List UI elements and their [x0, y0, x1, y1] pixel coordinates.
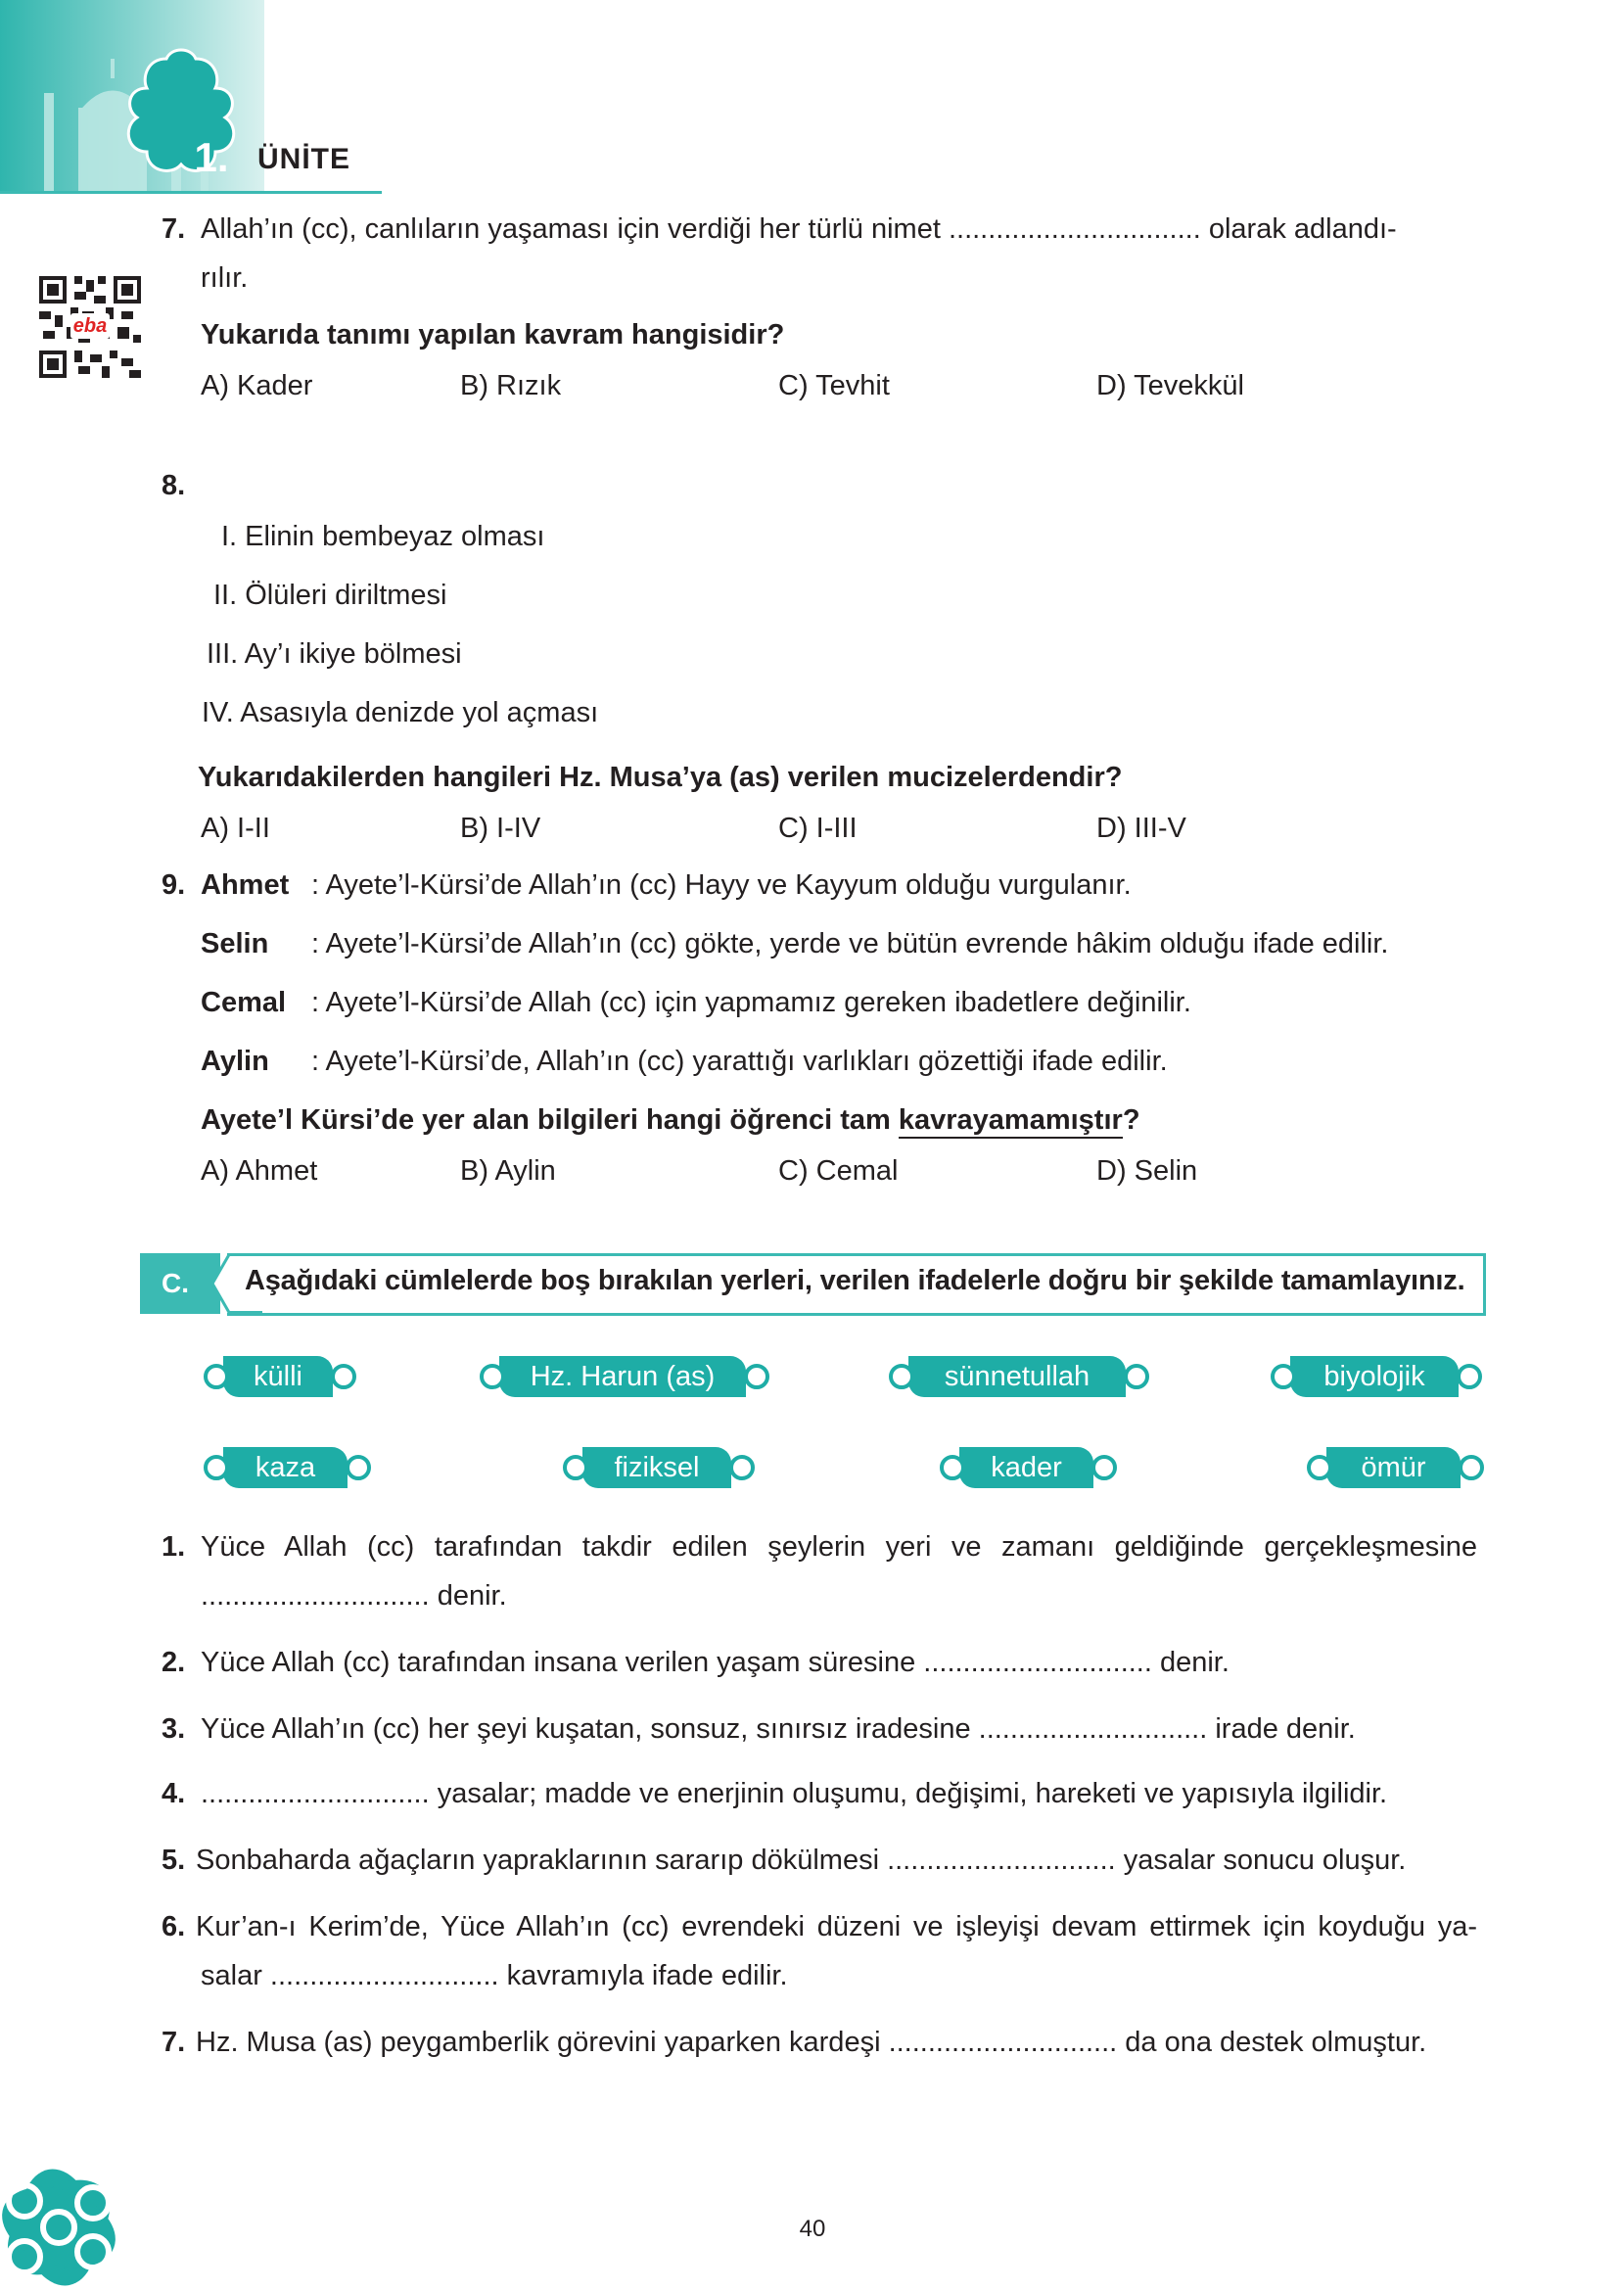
q7-option-d[interactable]: D) Tevekkül	[1096, 370, 1244, 401]
fill-item-text-cont: salar ............................. kavramıyla ifade edilir.	[201, 1960, 788, 1991]
fill-item-number: 5.	[162, 1845, 186, 1876]
term-label: külli	[254, 1361, 302, 1392]
q7-stem-line2: rılır.	[201, 262, 249, 294]
fill-item-text: Sonbaharda ağaçların yapraklarının sararıp dökülmesi ............................. yasalar sonucu oluşur.	[196, 1845, 1407, 1876]
fill-item-number: 3.	[162, 1713, 186, 1745]
q8-option-b[interactable]: B) I-IV	[460, 813, 541, 844]
term-pill[interactable]	[889, 1356, 1148, 1397]
q7-option-a[interactable]: A) Kader	[201, 370, 313, 401]
q9-option-a[interactable]: A) Ahmet	[201, 1155, 318, 1187]
term-pill[interactable]	[940, 1447, 1116, 1488]
q7-option-c[interactable]: C) Tevhit	[778, 370, 890, 401]
term-label: Hz. Harun (as)	[530, 1361, 716, 1392]
fill-item-text: Hz. Musa (as) peygamberlik görevini yaparken kardeşi ............................. da ona destek olmuştur.	[196, 2027, 1427, 2058]
q9-underlined-word: kavrayamamıştır	[899, 1104, 1123, 1139]
page-number: 40	[799, 2216, 826, 2242]
q7-number: 7.	[162, 213, 186, 245]
term-label: sünnetullah	[944, 1361, 1090, 1392]
q8-option-d[interactable]: D) III-V	[1096, 813, 1186, 844]
term-pill[interactable]	[204, 1447, 370, 1488]
pill-right-ring-icon	[331, 1364, 356, 1389]
q9-option-b[interactable]: B) Aylin	[460, 1155, 556, 1187]
fill-item-number: 2.	[162, 1647, 186, 1678]
q9-student-statement: : Ayete’l-Kürsi’de Allah (cc) için yapmamız gereken ibadetlere değinilir.	[311, 987, 1191, 1018]
unit-number: 1.	[194, 134, 229, 180]
pill-right-ring-icon	[1457, 1364, 1482, 1389]
term-pill[interactable]	[204, 1356, 355, 1397]
q8-item-1: I. Elinin bembeyaz olması	[221, 521, 545, 552]
fill-item-number: 7.	[162, 2027, 186, 2058]
unit-label: ÜNİTE	[257, 143, 350, 175]
fill-item-number: 4.	[162, 1778, 186, 1809]
q9-student-statement: : Ayete’l-Kürsi’de Allah’ın (cc) gökte, yerde ve bütün evrende hâkim olduğu ifade edilir.	[311, 928, 1389, 959]
q9-student-name: Selin	[201, 928, 269, 959]
term-label: fiziksel	[614, 1452, 700, 1483]
q9-option-d[interactable]: D) Selin	[1096, 1155, 1198, 1187]
q9-number: 9.	[162, 869, 186, 901]
pill-right-ring-icon	[744, 1364, 769, 1389]
q9-option-c[interactable]: C) Cemal	[778, 1155, 899, 1187]
fill-item-text: Yüce Allah (cc) tarafından takdir edilen şeylerin yeri ve zamanı geldiğinde gerçekleşmesine	[201, 1531, 1477, 1563]
term-pill[interactable]	[480, 1356, 768, 1397]
eba-badge: eba	[70, 313, 110, 339]
fill-item-text-cont: ............................. denir.	[201, 1580, 507, 1612]
term-pill[interactable]	[1271, 1356, 1481, 1397]
q7-question: Yukarıda tanımı yapılan kavram hangisidir?	[201, 319, 785, 351]
term-label: biyolojik	[1323, 1361, 1425, 1392]
decorative-flower-icon	[0, 2125, 166, 2291]
q8-number: 8.	[162, 470, 186, 501]
fill-item-number: 1.	[162, 1531, 186, 1563]
header-rule	[0, 191, 382, 194]
fill-item-text: Yüce Allah’ın (cc) her şeyi kuşatan, sonsuz, sınırsız iradesine ............................. irade denir.	[201, 1713, 1356, 1745]
q8-option-a[interactable]: A) I-II	[201, 813, 270, 844]
q9-student-statement: : Ayete’l-Kürsi’de, Allah’ın (cc) yarattığı varlıkları gözettiği ifade edilir.	[311, 1046, 1168, 1077]
q9-student-name: Ahmet	[201, 869, 290, 901]
q8-item-2: II. Ölüleri diriltmesi	[213, 580, 447, 611]
pill-right-ring-icon	[1124, 1364, 1149, 1389]
term-pill[interactable]	[563, 1447, 754, 1488]
q8-item-3: III. Ay’ı ikiye bölmesi	[207, 638, 462, 670]
q7-stem-line1: Allah’ın (cc), canlıların yaşaması için verdiği her türlü nimet ................................ olarak adlandı-	[201, 213, 1397, 245]
q9-question: Ayete’l Kürsi’de yer alan bilgileri hangi öğrenci tam kavrayamamıştır?	[201, 1102, 1140, 1138]
q8-item-4: IV. Asasıyla denizde yol açması	[202, 697, 599, 728]
section-c-badge: C.	[140, 1253, 220, 1314]
pill-right-ring-icon	[729, 1455, 755, 1480]
fill-item-text: Yüce Allah (cc) tarafından insana verilen yaşam süresine ............................. denir.	[201, 1647, 1230, 1678]
term-pill[interactable]	[1307, 1447, 1483, 1488]
q7-option-b[interactable]: B) Rızık	[460, 370, 562, 401]
term-label: ömür	[1361, 1452, 1426, 1483]
term-label: kader	[991, 1452, 1062, 1483]
q9-student-name: Aylin	[201, 1046, 269, 1077]
pill-right-ring-icon	[1091, 1455, 1117, 1480]
q8-question: Yukarıdakilerden hangileri Hz. Musa’ya (as) verilen mucizelerdendir?	[198, 762, 1123, 793]
fill-item-number: 6.	[162, 1911, 186, 1942]
term-label: kaza	[255, 1452, 316, 1483]
q8-option-c[interactable]: C) I-III	[778, 813, 858, 844]
fill-item-text: ............................. yasalar; madde ve enerjinin oluşumu, değişimi, hareketi ve yapısıyla ilgilidir.	[201, 1778, 1388, 1809]
section-c-title: Aşağıdaki cümlelerde boş bırakılan yerleri, verilen ifadelerle doğru bir şekilde tamamlayınız.	[245, 1265, 1465, 1296]
fill-item-text: Kur’an-ı Kerim’de, Yüce Allah’ın (cc) evrendeki düzeni ve işleyişi devam ettirmek için koyduğu ya-	[196, 1911, 1477, 1942]
q9-student-statement: : Ayete’l-Kürsi’de Allah’ın (cc) Hayy ve Kayyum olduğu vurgulanır.	[311, 869, 1132, 901]
pill-right-ring-icon	[1459, 1455, 1484, 1480]
pill-right-ring-icon	[346, 1455, 371, 1480]
q9-student-name: Cemal	[201, 987, 287, 1018]
